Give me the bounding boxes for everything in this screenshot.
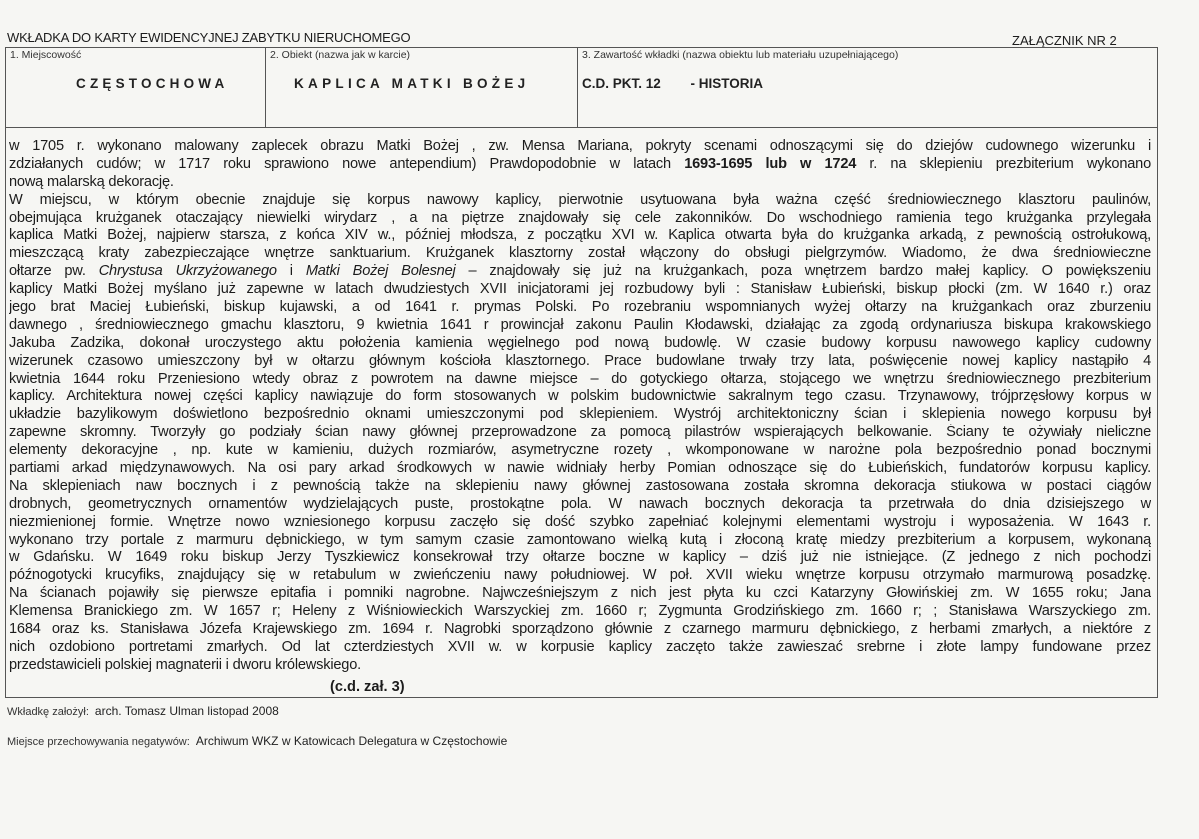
text-segment: jego brat Maciej Łubieński, biskup kujawski, a od 1641 r. prymas Polski. Po rozebraniu wspomnianych wyżej ołtarzy na krużgankach oraz zburzeniu	[9, 299, 1151, 316]
field-contents-topic: - HISTORIA	[690, 76, 764, 91]
text-segment: w Gdańsku. W 1649 roku biskup Jerzy Tyszkiewicz konsekrował trzy ołtarze boczne w kaplicy – dziś już nie istniejące. (Z jednego z nich pochodzi	[9, 549, 1151, 566]
text-segment: kwietnia 1644 roku Przeniesiono wtedy obraz z powrotem na dawne miejsce – do gotyckiego ołtarza, stojącego we wnętrzu średniowiecznego prezbiterium	[9, 370, 1151, 387]
text-line	[9, 174, 1151, 192]
text-segment: partiami arkad międzynawowych. Na osi pary arkad środkowych w nawie widniały herby Pomian odnoszące się do Łubieńskich, fundatorów korpusu kaplicy.	[9, 460, 1151, 477]
text-line	[9, 549, 1151, 567]
text-line	[9, 603, 1151, 621]
field-object	[266, 48, 578, 127]
text-line	[9, 424, 1151, 442]
text-segment: Klemensa Branickiego zm. W 1657 r; Heleny z Wiśniowieckich Warszyckiej zm. 1660 r; Zygmunta Grodzińskiego zm. 1660 r; ; Stanisława Warszyckiego zm.	[9, 603, 1151, 620]
field-object-value: KAPLICA MATKI BOŻEJ	[294, 76, 530, 91]
text-segment: drobnych, geometrycznych ornamentów wydzielających puste, prostokątne pola. W nawach bocznych dekoracja ta przetrwała do dnia dzisiejszego w	[9, 495, 1151, 512]
italic-text: Chrystusa Ukrzyżowanego	[98, 263, 277, 280]
text-segment: W miejscu, w którym obecnie znajduje się korpus nawowy kaplicy, pierwotnie usytuowana była ważna część średniowiecznego klasztoru paulinów,	[9, 191, 1151, 208]
text-segment: elementy dekoracyjne , np. kute w kamieniu, dużych rozmiarów, asymetryczne rozety , wkomponowane w narożne pola bezpośrednio ponad bocznymi	[9, 442, 1151, 459]
text-segment: Na ścianach pojawiły się pierwsze epitafia i pomniki nagrobne. Najwcześniejszym z nich jest płyta ku czci Katarzyny Głowińskiej zm. W 1655 roku; Jana	[9, 585, 1151, 602]
text-line	[9, 317, 1151, 335]
text-line	[9, 210, 1151, 228]
text-line	[9, 460, 1151, 478]
text-line	[9, 353, 1151, 371]
bold-text: lub w 1724	[765, 155, 857, 172]
text-line	[9, 281, 1151, 299]
text-line	[9, 442, 1151, 460]
text-line	[9, 496, 1151, 514]
text-segment: niezmienionej formie. Wnętrze nowo wzniesionego korpusu zaczęło się dość szybko zapełniać kolejnymi elementami wystroju i wyposażenia. W 1643 r.	[9, 513, 1151, 530]
text-line	[9, 299, 1151, 317]
field-locality	[6, 48, 266, 127]
field-contents-value	[582, 76, 763, 91]
text-segment: kaplicy Matki Bożej myślano już zapewne w latach dwudziestych XVII inicjatorami jej rozbudowy byli : Stanisław Łubieński, biskup płocki (zm. W 1640 r.) oraz	[9, 281, 1151, 298]
text-segment: i	[276, 263, 306, 280]
field-contents-label: 3. Zawartość wkładki (nazwa obiektu lub materiału uzupełniającego)	[582, 49, 899, 61]
text-line	[9, 388, 1151, 406]
storage-line	[7, 734, 507, 748]
author-label: Wkładkę założył:	[7, 706, 89, 718]
header-table	[5, 47, 1158, 128]
text-segment: nich ozdobiono portretami zmarłych. Od lat czterdziestych XVII w. w korpusie kaplicy zaczęto także zawieszać srebrne i złote lampy fundowane przez	[9, 638, 1151, 655]
text-segment: zdziałanych cudów; w 1717 roku sprawiono nowe antependium) Prawdopodobnie w latach	[9, 155, 685, 172]
text-segment: zapewne skromny. Tworzyły go podziały ścian nawy głównej przeprowadzone za pomocą pilastrów wspierających belkowanie. Ściany te ożywiały nieliczne	[9, 424, 1151, 441]
text-segment: nową malarską dekorację.	[9, 173, 174, 190]
text-segment: przedstawicieli polskiej magnaterii i dworu królewskiego.	[9, 656, 361, 673]
text-line	[9, 192, 1151, 210]
body-text	[9, 138, 1151, 675]
field-object-label: 2. Obiekt (nazwa jak w karcie)	[270, 49, 411, 61]
text-line	[9, 138, 1151, 156]
text-line	[9, 335, 1151, 353]
text-segment: Na sklepieniach naw bocznych i z pewnością także na sklepieniu nawy głównej zastosowana została skromna dekoracja stiukowa w postaci ciągów	[9, 477, 1151, 494]
field-locality-label: 1. Miejscowość	[10, 49, 82, 61]
text-segment: kaplicy. Architektura nowej części kaplicy nawiązuje do form stosowanych w polskim budownictwie sakralnym tego czasu. Trzynawowy, trójprzęsłowy korpus w	[9, 388, 1151, 405]
text-line	[9, 245, 1151, 263]
author-line	[7, 704, 279, 718]
body-box	[5, 128, 1158, 698]
text-line	[9, 371, 1151, 389]
text-line	[9, 156, 1151, 174]
text-segment: 1684 oraz ks. Stanisława Józefa Krajewskiego zm. 1694 r. Nagrobki sporządzono głównie z czarnego marmuru dębnickiego, z herbami zmarłych, a niektóre z	[9, 621, 1151, 638]
text-line	[9, 657, 1151, 675]
text-line	[9, 406, 1151, 424]
text-segment: wykonano trzy portale z marmuru dębnickiego, w tym samym czasie zamontowano wielką kutą i złoconą kratę miedzy prezbiterium a korpusem, wykonaną	[9, 531, 1151, 548]
text-segment: wizerunek czasowo umieszczony był w ołtarzu głównym kościoła klasztornego. Prace budowlane trwały trzy lata, poświęcenie nowej kaplicy nastąpiło 4	[9, 352, 1151, 369]
text-segment: – znajdowały się już na krużgankach, poza wnętrzem bardzo małej kaplicy. O powiększeniu	[455, 263, 1151, 280]
continuation-note: (c.d. zał. 3)	[330, 679, 405, 695]
text-line	[9, 532, 1151, 550]
text-segment: ołtarze pw.	[9, 263, 99, 280]
text-line	[9, 639, 1151, 657]
field-locality-value: CZĘSTOCHOWA	[76, 76, 229, 91]
italic-text: Matki Bożej Bolesnej	[305, 263, 456, 280]
text-line	[9, 478, 1151, 496]
author-value: arch. Tomasz Ulman listopad 2008	[94, 704, 279, 718]
document-title: WKŁADKA DO KARTY EWIDENCYJNEJ ZABYTKU NIERUCHOMEGO	[7, 30, 411, 45]
text-segment: Jakuba Zadzika, dokonał uroczystego aktu położenia kamienia węgielnego pod nową budowlę. W czasie budowy korpusu nawowego kaplicy cudowny	[9, 334, 1151, 351]
storage-value: Archiwum WKZ w Katowicach Delegatura w Częstochowie	[195, 734, 508, 748]
text-line	[9, 514, 1151, 532]
text-segment: dawnego , średniowiecznego gmachu klasztoru, 9 kwietnia 1641 r prowincjał zakonu Paulin Kłodawski, działając za zgodą ordynariusza biskupa krakowskiego	[9, 316, 1151, 333]
text-segment: układzie bazylikowym doświetlono bezpośrednio oknami umieszczonymi pod sklepieniem. Wystrój architektoniczny ścian i sklepienia nowego korpusu był	[9, 406, 1151, 423]
text-segment: kaplica Matki Bożej, najpierw starsza, z końca XIV w., później młodsza, z początku XVI w. Kaplica otwarta była do krużganka arkadą, z pewnością ostrołukową,	[9, 227, 1151, 244]
text-segment: mieszczącą kraty zabezpieczające wnętrze sanktuarium. Krużganek klasztorny został włączony do obsługi pielgrzymów. Wiadomo, że dwa średniowieczne	[9, 245, 1151, 262]
text-segment: obejmująca krużganek otaczający niewielki wirydarz , a na piętrze znajdowały się cele zakonników. Do wschodniego ramienia tego krużganka przylegała	[9, 209, 1151, 226]
text-line	[9, 585, 1151, 603]
text-line	[9, 227, 1151, 245]
text-line	[9, 621, 1151, 639]
text-segment: późnogotycki krucyfiks, znajdujący się w retabulum w zwieńczeniu nawy południowej. W poł. XVII wieku wnętrze korpusu otrzymało marmurową posadzkę.	[9, 567, 1151, 584]
text-line	[9, 263, 1151, 281]
field-contents	[578, 48, 1157, 127]
text-segment	[752, 156, 765, 172]
text-segment: w 1705 r. wykonano malowany zaplecek obrazu Matki Bożej , zw. Mensa Mariana, pokryty scenami odnoszącymi się do dziejów cudownego wizerunku i	[9, 138, 1151, 154]
text-segment: r. na sklepieniu prezbiterium wykonano	[856, 155, 1151, 172]
field-contents-section: C.D. PKT. 12	[582, 76, 661, 91]
text-line	[9, 567, 1151, 585]
storage-label: Miejsce przechowywania negatywów:	[7, 736, 190, 748]
bold-text: 1693-1695	[684, 155, 753, 172]
annex-number: ZAŁĄCZNIK NR 2	[1012, 33, 1117, 48]
